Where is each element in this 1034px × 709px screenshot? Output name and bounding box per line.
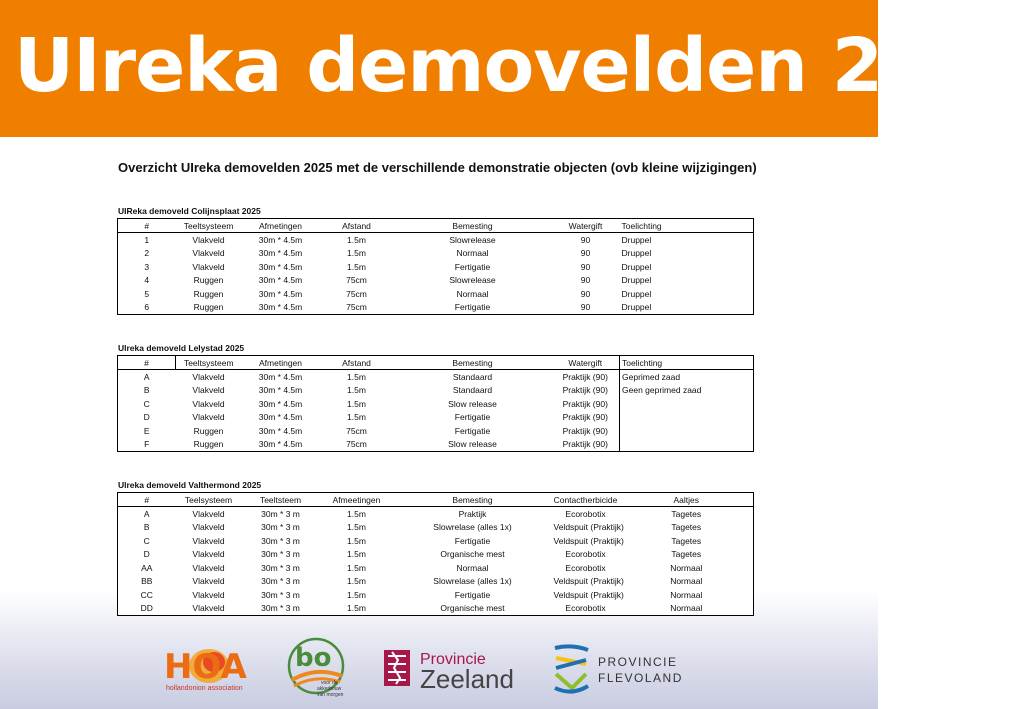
cell: Vlakveld	[192, 603, 225, 614]
col-header: Watergift	[552, 219, 620, 233]
cell: A	[143, 508, 150, 519]
cell: 1	[144, 234, 150, 245]
page-title: UIreka demovelden 2025	[14, 23, 1034, 109]
col-header: #	[118, 219, 176, 233]
title-banner	[0, 0, 1034, 137]
cell: Normaal	[456, 562, 489, 573]
col-header: Toelichting	[620, 219, 754, 233]
cell: Slowrelase (alles 1x)	[433, 522, 512, 533]
cell: Vlakveld	[192, 412, 225, 423]
table-row	[118, 384, 754, 398]
col-header: #	[118, 356, 176, 370]
cell: 30m * 4.5m	[258, 234, 303, 245]
cell: Veldspuit (Praktijk)	[553, 522, 624, 533]
cell: 30m * 3 m	[261, 522, 300, 533]
cell: 2	[144, 248, 150, 259]
cell: 30m * 4.5m	[258, 275, 303, 286]
cell: Ecorobotix	[565, 549, 606, 560]
bo-logo	[284, 636, 350, 702]
cell: C	[143, 535, 150, 546]
col-header: Teeltsysteem	[176, 356, 242, 370]
table-row	[118, 233, 754, 247]
cell: 75cm	[346, 275, 367, 286]
cell: DD	[140, 603, 153, 614]
cell: 30m * 3 m	[261, 549, 300, 560]
col-header: Contactherbicide	[552, 493, 620, 507]
cell: 6	[144, 302, 150, 313]
cell: Slowrelease	[449, 234, 496, 245]
col-header: Teeltsysteem	[176, 219, 242, 233]
table-row	[118, 561, 754, 575]
cell: Vlakveld	[192, 522, 225, 533]
overview-subtitle: Overzicht UIreka demovelden 2025 met de verschillende demonstratie objecten (ovb kleine wijzigingen)	[118, 160, 757, 175]
cell: Vlakveld	[192, 508, 225, 519]
col-header: Afmeetingen	[320, 493, 394, 507]
cell: Praktijk (90)	[562, 371, 608, 382]
zeeland-line-1: Provincie	[420, 651, 486, 668]
cell: F	[144, 439, 150, 450]
cell	[620, 411, 754, 425]
table-row	[118, 521, 754, 535]
cell: D	[143, 549, 150, 560]
cell: 1.5m	[347, 508, 366, 519]
cell: 1.5m	[347, 385, 366, 396]
cell: 30m * 4.5m	[258, 261, 303, 272]
table-lelystad	[117, 355, 754, 452]
col-header: Bemesting	[394, 219, 552, 233]
col-header: Afstand	[320, 356, 394, 370]
cell: 1.5m	[347, 603, 366, 614]
cell: 1.5m	[347, 371, 366, 382]
col-header: Teelsysteem	[176, 493, 242, 507]
cell: Vlakveld	[192, 589, 225, 600]
col-header: Afmetingen	[242, 356, 320, 370]
col-header: Aaltjes	[620, 493, 754, 507]
cell: Ruggen	[193, 275, 224, 286]
section-title-valthermond: Ulreka demoveld Valthermond 2025	[118, 480, 262, 490]
zeeland-line-2: Zeeland	[420, 664, 514, 694]
table-row	[118, 548, 754, 562]
zeeland-lion-icon	[384, 650, 410, 686]
col-header: Afstand	[320, 219, 394, 233]
cell: 30m * 4.5m	[258, 288, 303, 299]
cell: Normaal	[670, 576, 703, 587]
cell: Ecorobotix	[565, 508, 606, 519]
cell: 30m * 4.5m	[258, 439, 303, 450]
cell: 30m * 3 m	[261, 603, 300, 614]
cell: 1.5m	[347, 589, 366, 600]
col-header: #	[118, 493, 176, 507]
cell: 75cm	[346, 302, 367, 313]
table-row	[118, 424, 754, 438]
cell: Fertigatie	[454, 535, 491, 546]
cell: Ruggen	[193, 288, 224, 299]
cell: Tagetes	[671, 535, 702, 546]
flevoland-emblem-icon	[555, 646, 588, 691]
cell: 1.5m	[347, 234, 366, 245]
cell: Druppel	[621, 288, 652, 299]
cell: 30m * 4.5m	[258, 302, 303, 313]
hoa-mark: HOA	[164, 647, 247, 687]
cell: Geprimed zaad	[620, 370, 754, 384]
cell: Tagetes	[671, 508, 702, 519]
cell: 90	[580, 275, 591, 286]
cell: 30m * 4.5m	[258, 412, 303, 423]
table-colijnsplaat	[117, 218, 754, 315]
cell: Tagetes	[671, 549, 702, 560]
cell: Geen geprimed zaad	[620, 384, 754, 398]
cell: 90	[580, 234, 591, 245]
cell: Vlakveld	[192, 371, 225, 382]
cell: D	[143, 412, 150, 423]
bo-text-3: van morgen	[317, 692, 344, 698]
table-valthermond	[117, 492, 754, 616]
cell: Vlakveld	[192, 576, 225, 587]
cell: Vlakveld	[192, 549, 225, 560]
cell: Ruggen	[193, 425, 224, 436]
section-title-colijnsplaat: UIReka demoveld Colijnsplaat 2025	[118, 206, 261, 216]
cell: AA	[141, 562, 153, 573]
cell: C	[143, 398, 150, 409]
cell: Vlakveld	[192, 385, 225, 396]
cell: Slow release	[448, 398, 497, 409]
cell: Ruggen	[193, 302, 224, 313]
cell: Veldspuit (Praktijk)	[553, 576, 624, 587]
cell: Vlakveld	[192, 398, 225, 409]
cell: Organische mest	[440, 549, 505, 560]
sponsor-logos	[0, 630, 878, 700]
table-row	[118, 260, 754, 274]
cell: Veldspuit (Praktijk)	[553, 535, 624, 546]
table-header-row	[118, 493, 754, 507]
cell: Normaal	[670, 603, 703, 614]
col-header: Bemesting	[394, 356, 552, 370]
cell: 30m * 3 m	[261, 535, 300, 546]
col-header: Bemesting	[394, 493, 552, 507]
col-header: Watergift	[552, 356, 620, 370]
cell: 1.5m	[347, 549, 366, 560]
cell: 3	[144, 261, 150, 272]
cell: 30m * 4.5m	[258, 425, 303, 436]
hoa-text: hollandonion association	[166, 685, 243, 692]
cell: Praktijk (90)	[562, 412, 608, 423]
cell: Druppel	[621, 261, 652, 272]
cell: BB	[141, 576, 153, 587]
cell: Fertigatie	[454, 302, 491, 313]
cell: 1.5m	[347, 398, 366, 409]
cell: Tagetes	[671, 522, 702, 533]
cell: 30m * 4.5m	[258, 248, 303, 259]
table-row	[118, 602, 754, 616]
cell: 30m * 4.5m	[258, 398, 303, 409]
table-row	[118, 274, 754, 288]
cell: Praktijk (90)	[562, 398, 608, 409]
table-row	[118, 438, 754, 452]
cell: 90	[580, 261, 591, 272]
cell: 1.5m	[347, 576, 366, 587]
cell: 90	[580, 302, 591, 313]
cell: Druppel	[621, 234, 652, 245]
flevoland-logo	[552, 642, 694, 698]
flevoland-line-1: PROVINCIE	[598, 655, 678, 669]
cell: Vlakveld	[192, 234, 225, 245]
cell: 75cm	[346, 425, 367, 436]
cell: Standaard	[452, 371, 493, 382]
table-row	[118, 397, 754, 411]
cell: Normaal	[670, 589, 703, 600]
cell	[620, 438, 754, 452]
col-header: Toelichting	[620, 356, 754, 370]
zeeland-logo	[380, 644, 526, 696]
cell: Slow release	[448, 439, 497, 450]
cell: 90	[580, 288, 591, 299]
cell: Druppel	[621, 302, 652, 313]
cell: Praktijk (90)	[562, 439, 608, 450]
cell: Vlakveld	[192, 535, 225, 546]
cell: 1.5m	[347, 522, 366, 533]
cell: Fertigatie	[454, 261, 491, 272]
cell: Slowrelase (alles 1x)	[433, 576, 512, 587]
cell: Veldspuit (Praktijk)	[553, 589, 624, 600]
cell: B	[143, 385, 150, 396]
bo-text-2: akkerbouw	[317, 686, 342, 692]
cell: Ecorobotix	[565, 562, 606, 573]
cell: Normaal	[456, 288, 489, 299]
cell: Praktijk (90)	[562, 425, 608, 436]
table-header-row	[118, 219, 754, 233]
cell: CC	[140, 589, 153, 600]
cell: A	[143, 371, 150, 382]
cell: Vlakveld	[192, 248, 225, 259]
table-row	[118, 575, 754, 589]
table-row	[118, 301, 754, 315]
cell: Praktijk (90)	[562, 385, 608, 396]
cell: Fertigatie	[454, 412, 491, 423]
bo-mark: bo	[295, 643, 332, 673]
cell: Vlakveld	[192, 562, 225, 573]
table-row	[118, 247, 754, 261]
cell: 30m * 4.5m	[258, 385, 303, 396]
table-row	[118, 370, 754, 384]
table-row	[118, 287, 754, 301]
cell: 1.5m	[347, 261, 366, 272]
cell: 30m * 3 m	[261, 576, 300, 587]
cell: Normaal	[456, 248, 489, 259]
cell	[620, 397, 754, 411]
cell: Praktijk	[458, 508, 487, 519]
cell: 1.5m	[347, 535, 366, 546]
cell: 1.5m	[347, 248, 366, 259]
cell: Druppel	[621, 275, 652, 286]
section-title-lelystad: Ulreka demoveld Lelystad 2025	[118, 343, 245, 353]
cell: Standaard	[452, 385, 493, 396]
cell: 4	[144, 275, 150, 286]
cell: Organische mest	[440, 603, 505, 614]
cell: 30m * 3 m	[261, 508, 300, 519]
cell: Normaal	[670, 562, 703, 573]
cell: 90	[580, 248, 591, 259]
cell: 30m * 3 m	[261, 562, 300, 573]
cell: Ecorobotix	[565, 603, 606, 614]
table-row	[118, 534, 754, 548]
cell: Fertigatie	[454, 425, 491, 436]
flevoland-line-2: FLEVOLAND	[598, 671, 683, 685]
col-header: Teeltsteem	[242, 493, 320, 507]
cell: 30m * 4.5m	[258, 371, 303, 382]
cell: 75cm	[346, 288, 367, 299]
cell: 5	[144, 288, 150, 299]
cell: Ruggen	[193, 439, 224, 450]
table-row	[118, 588, 754, 602]
cell: 30m * 3 m	[261, 589, 300, 600]
cell: Fertigatie	[454, 589, 491, 600]
table-header-row	[118, 356, 754, 370]
cell	[620, 424, 754, 438]
table-row	[118, 411, 754, 425]
bo-text-1: voor de	[321, 680, 338, 686]
cell: Druppel	[621, 248, 652, 259]
cell: Vlakveld	[192, 261, 225, 272]
hoa-logo	[162, 640, 254, 700]
cell: B	[143, 522, 150, 533]
col-header: Afmetingen	[242, 219, 320, 233]
cell: 1.5m	[347, 562, 366, 573]
table-row	[118, 507, 754, 521]
cell: 1.5m	[347, 412, 366, 423]
cell: E	[143, 425, 150, 436]
cell: 75cm	[346, 439, 367, 450]
cell: Slowrelease	[449, 275, 496, 286]
